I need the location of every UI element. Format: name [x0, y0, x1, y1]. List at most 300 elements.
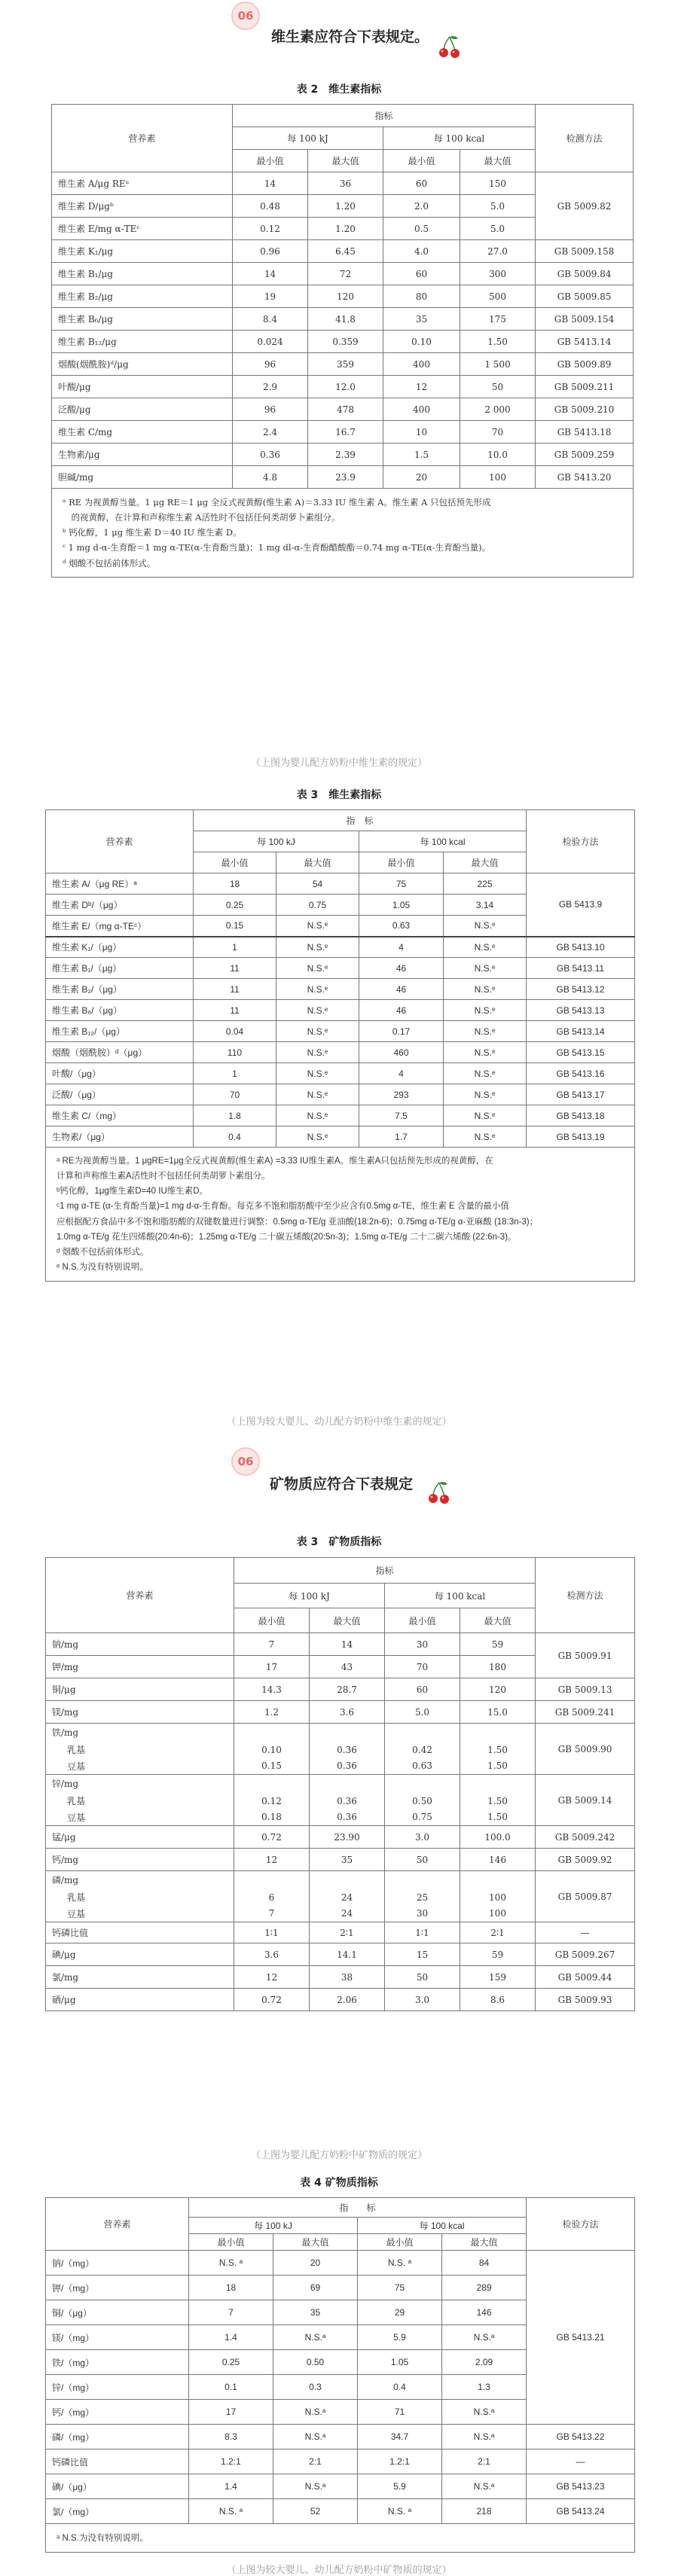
value-cell: 2.9: [233, 376, 308, 398]
table-3-caption: 表 3 维生素指标: [296, 789, 382, 801]
value-cell: 2 000: [460, 398, 536, 421]
header-per-kcal: 每 100 kcal: [359, 831, 527, 852]
table-row: [46, 1701, 635, 1724]
method-cell: GB 5413.10: [527, 937, 635, 958]
table-row: [46, 1063, 635, 1084]
value-cell: 14: [233, 263, 308, 285]
value-cell: 1: [194, 1063, 276, 1084]
table-row: [46, 1000, 635, 1021]
value-cell: 12: [234, 1966, 310, 1989]
table-source-caption: （上图为较大婴儿、幼儿配方奶粉中维生素的规定）: [226, 1416, 452, 1428]
value-cell: 2.06: [310, 1989, 385, 2011]
table-row: [52, 172, 634, 195]
value-cell: 150: [460, 172, 536, 195]
header-index: 指 标: [189, 2198, 527, 2218]
value-cell: N.S.ᵉ: [276, 1042, 359, 1063]
value-cell: 11: [194, 979, 276, 1000]
value-cell: 2:1: [442, 2449, 527, 2474]
nutrient-name: 磷/（mg）: [46, 2425, 189, 2449]
value-cell: 0.63: [385, 1758, 460, 1775]
empty-cell: [234, 1775, 310, 1793]
value-cell: 4.8: [233, 466, 308, 489]
nutrient-name: 维生素 K₁/μg: [52, 240, 233, 263]
value-cell: 1: [194, 937, 276, 958]
header-max: 最大值: [460, 150, 536, 172]
value-cell: N.S.ᵉ: [276, 979, 359, 1000]
table-row: [52, 466, 634, 489]
empty-cell: [310, 1871, 385, 1889]
value-cell: 1.05: [359, 895, 444, 916]
vitamin-table-2: [51, 104, 634, 578]
value-cell: 5.0: [460, 218, 536, 240]
table-notes: [46, 1148, 635, 1282]
nutrient-name: 维生素 B₁₂/μg: [52, 331, 233, 353]
value-cell: N.S.ᵉ: [276, 1084, 359, 1105]
value-cell: 69: [273, 2276, 358, 2300]
nutrient-name: 碘/μg: [46, 1943, 234, 1966]
table-row: [46, 1084, 635, 1105]
mineral-table-3: [45, 1557, 635, 2011]
method-cell: GB 5413.11: [527, 958, 635, 979]
method-cell: GB 5009.87: [536, 1871, 635, 1922]
value-cell: N.S.ᵃ: [273, 2425, 358, 2449]
header-method: 检测方法: [536, 105, 634, 172]
nutrient-name: 维生素 B₆/（μg）: [46, 1000, 194, 1021]
value-cell: 5.9: [358, 2474, 442, 2499]
value-cell: 2∶1: [460, 1922, 536, 1943]
value-cell: N.S.ᵉ: [276, 1063, 359, 1084]
footnote: 的视黄醇，在计算和声称维生素 A活性时不包括任何类胡萝卜素组分。: [63, 512, 341, 523]
nutrient-name: 维生素 C/mg: [52, 421, 233, 444]
value-cell: 5.0: [460, 195, 536, 218]
value-cell: 100.0: [460, 1826, 536, 1849]
value-cell: 300: [460, 263, 536, 285]
table-2-caption: 表 2 维生素指标: [296, 84, 382, 96]
header-max: 最大值: [273, 2234, 358, 2251]
nutrient-name: 镁/（mg）: [46, 2325, 189, 2350]
table-notes: [52, 489, 634, 578]
header-max: 最大值: [460, 1608, 536, 1633]
value-cell: 0.36: [310, 1742, 385, 1758]
table-row: [52, 263, 634, 285]
value-cell: N.S.ᵉ: [444, 1000, 527, 1021]
table-row: [46, 1826, 635, 1849]
header-per-kj: 每 100 kJ: [233, 127, 383, 150]
value-cell: 1.5: [383, 444, 460, 466]
value-cell: N.S. ᵃ: [189, 2499, 273, 2524]
value-cell: 30: [385, 1633, 460, 1656]
method-cell: GB 5413.19: [527, 1126, 635, 1148]
value-cell: 10.0: [460, 444, 536, 466]
value-cell: 0.10: [383, 331, 460, 353]
value-cell: 59: [460, 1633, 536, 1656]
table-row: [46, 2251, 635, 2276]
table-notes: ᵃ N.S.为没有特别说明。: [46, 2524, 635, 2553]
value-cell: 3.14: [444, 895, 527, 916]
value-cell: N.S.ᵃ: [273, 2400, 358, 2425]
value-cell: N.S.ᵃ: [442, 2325, 527, 2350]
value-cell: 0.5: [383, 218, 460, 240]
value-cell: 59: [460, 1943, 536, 1966]
section-title: 矿物质应符合下表规定: [270, 1476, 414, 1492]
value-cell: 6.45: [308, 240, 383, 263]
value-cell: 0.36: [310, 1809, 385, 1826]
table-row: [52, 421, 634, 444]
value-cell: 23.90: [310, 1826, 385, 1849]
value-cell: N.S.ᵉ: [444, 1042, 527, 1063]
nutrient-name: 镁/mg: [46, 1701, 234, 1724]
footnote: ᵇ 钙化醇，1 μg 维生素 D＝40 IU 维生素 D。: [63, 527, 242, 538]
value-cell: 50: [460, 376, 536, 398]
nutrient-name: 维生素 B₂/（μg）: [46, 979, 194, 1000]
value-cell: 36: [308, 172, 383, 195]
value-cell: 2.39: [308, 444, 383, 466]
method-cell: GB 5413.9: [527, 873, 635, 937]
header-per-kcal: 每 100 kcal: [385, 1584, 536, 1608]
nutrient-name: 钙/mg: [46, 1849, 234, 1871]
value-cell: 14.3: [234, 1678, 310, 1701]
value-cell: N.S.ᵉ: [444, 1021, 527, 1042]
value-cell: 70: [385, 1656, 460, 1678]
value-cell: 2:1: [273, 2449, 358, 2474]
value-cell: 3.6: [234, 1943, 310, 1966]
vitamin-table-3: [45, 809, 635, 1282]
nutrient-name: 烟酸(烟酰胺)ᵈ/μg: [52, 353, 233, 376]
nutrient-name: 泛酸/μg: [52, 398, 233, 421]
value-cell: 289: [442, 2276, 527, 2300]
table-source-caption: （上图为婴儿配方奶粉中矿物质的规定）: [250, 2150, 427, 2161]
nutrient-name: 氯/（mg）: [46, 2499, 189, 2524]
footnote: ᵃ RE为视黄醇当量。1 μgRE=1μg全反式视黄醇(维生素A) =3.33 IU维生素A。维生素A只包括预先形成的视黄醇，在: [56, 1157, 493, 1166]
method-cell: GB 5413.16: [527, 1063, 635, 1084]
value-cell: 60: [383, 172, 460, 195]
value-cell: 0.4: [194, 1126, 276, 1148]
value-cell: 8.4: [233, 308, 308, 331]
value-cell: 1.7: [359, 1126, 444, 1148]
header-per-kcal: 每 100 kcal: [358, 2218, 527, 2234]
method-cell: GB 5009.242: [536, 1826, 635, 1849]
header-method: 检验方法: [527, 810, 635, 873]
value-cell: 12: [383, 376, 460, 398]
value-cell: N.S.ᵉ: [444, 937, 527, 958]
method-cell: GB 5009.259: [536, 444, 634, 466]
value-cell: 7: [189, 2300, 273, 2325]
value-cell: 0.42: [385, 1742, 460, 1758]
value-cell: N.S.ᵉ: [444, 1063, 527, 1084]
table-row: [46, 1021, 635, 1042]
value-cell: 1.20: [308, 195, 383, 218]
value-cell: 1.50: [460, 1793, 536, 1809]
header-nutrient: 营养素: [46, 2198, 189, 2251]
value-cell: 478: [308, 398, 383, 421]
nutrient-name: 烟酸（烟酰胺）ᵈ（μg）: [46, 1042, 194, 1063]
value-cell: 460: [359, 1042, 444, 1063]
nutrient-name: 维生素 K₁/（μg）: [46, 937, 194, 958]
value-cell: 96: [233, 398, 308, 421]
empty-cell: [234, 1871, 310, 1889]
value-cell: 41.8: [308, 308, 383, 331]
method-cell: —: [536, 1922, 635, 1943]
table-row: [46, 1042, 635, 1063]
value-cell: 0.72: [234, 1826, 310, 1849]
nutrient-subtype: 乳基: [46, 1742, 234, 1758]
nutrient-name: 硒/μg: [46, 1989, 234, 2011]
header-max: 最大值: [308, 150, 383, 172]
value-cell: 180: [460, 1656, 536, 1678]
nutrient-name: 胆碱/mg: [52, 466, 233, 489]
value-cell: 70: [460, 421, 536, 444]
value-cell: 20: [383, 466, 460, 489]
value-cell: N.S.ᵉ: [276, 916, 359, 937]
nutrient-subtype: 乳基: [46, 1793, 234, 1809]
value-cell: 0.359: [308, 331, 383, 353]
header-min: 最小值: [383, 150, 460, 172]
value-cell: 60: [385, 1678, 460, 1701]
footnote: ᵇ钙化醇，1μg维生素D=40 IU维生素D。: [56, 1187, 209, 1197]
nutrient-name: 钙/（mg）: [46, 2400, 189, 2425]
value-cell: N.S.ᵃ: [273, 2474, 358, 2499]
table-row: [46, 2425, 635, 2449]
method-cell: GB 5413.15: [527, 1042, 635, 1063]
method-cell: GB 5413.17: [527, 1084, 635, 1105]
method-cell: GB 5413.21: [527, 2251, 635, 2425]
value-cell: 1.2:1: [358, 2449, 442, 2474]
value-cell: 0.15: [234, 1758, 310, 1775]
value-cell: 71: [358, 2400, 442, 2425]
nutrient-name: 维生素 B₆/μg: [52, 308, 233, 331]
value-cell: 0.50: [385, 1793, 460, 1809]
value-cell: 80: [383, 285, 460, 308]
method-cell: GB 5009.84: [536, 263, 634, 285]
table-row: [52, 308, 634, 331]
table-row: [46, 1943, 635, 1966]
value-cell: 3.0: [385, 1826, 460, 1849]
nutrient-name: 钠/（mg）: [46, 2251, 189, 2276]
nutrient-name: 生物素/（μg）: [46, 1126, 194, 1148]
header-min: 最小值: [234, 1608, 310, 1633]
value-cell: 12.0: [308, 376, 383, 398]
value-cell: 175: [460, 308, 536, 331]
value-cell: 0.36: [233, 444, 308, 466]
empty-cell: [385, 1775, 460, 1793]
value-cell: 8.3: [189, 2425, 273, 2449]
value-cell: 0.96: [233, 240, 308, 263]
value-cell: 400: [383, 353, 460, 376]
value-cell: 2.0: [383, 195, 460, 218]
value-cell: N.S.ᵃ: [442, 2474, 527, 2499]
method-cell: GB 5009.14: [536, 1775, 635, 1826]
value-cell: 1∶1: [385, 1922, 460, 1943]
value-cell: 225: [444, 873, 527, 895]
header-index: 指 标: [194, 810, 527, 831]
value-cell: N.S.ᵉ: [276, 937, 359, 958]
value-cell: 100: [460, 466, 536, 489]
value-cell: 1 500: [460, 353, 536, 376]
header-method: 检测方法: [536, 1558, 635, 1633]
value-cell: 0.25: [189, 2350, 273, 2375]
nutrient-subtype: 豆基: [46, 1906, 234, 1922]
nutrient-subtype: 豆基: [46, 1809, 234, 1826]
nutrient-name: 钾/（mg）: [46, 2276, 189, 2300]
table-row: [46, 937, 635, 958]
value-cell: 2.09: [442, 2350, 527, 2375]
table-row: [46, 873, 635, 895]
value-cell: 28.7: [310, 1678, 385, 1701]
method-cell: GB 5413.18: [527, 1105, 635, 1126]
value-cell: 12: [234, 1849, 310, 1871]
value-cell: N.S.ᵉ: [444, 1105, 527, 1126]
value-cell: 24: [310, 1889, 385, 1906]
value-cell: 0.1: [189, 2375, 273, 2400]
value-cell: 46: [359, 979, 444, 1000]
value-cell: 35: [273, 2300, 358, 2325]
value-cell: 500: [460, 285, 536, 308]
nutrient-name: 锌/（mg）: [46, 2375, 189, 2400]
value-cell: 146: [460, 1849, 536, 1871]
value-cell: N.S.ᵉ: [444, 958, 527, 979]
table-row: [46, 1126, 635, 1148]
value-cell: 19: [233, 285, 308, 308]
value-cell: 0.024: [233, 331, 308, 353]
value-cell: 0.75: [385, 1809, 460, 1826]
value-cell: 100: [460, 1906, 536, 1922]
nutrient-name: 维生素 B₁/μg: [52, 263, 233, 285]
value-cell: 1.3: [442, 2375, 527, 2400]
value-cell: 1.05: [358, 2350, 442, 2375]
value-cell: N.S.ᵉ: [276, 1126, 359, 1148]
value-cell: N.S.ᵉ: [444, 1126, 527, 1148]
table-row: [52, 444, 634, 466]
header-per-kcal: 每 100 kcal: [383, 127, 536, 150]
value-cell: 1.4: [189, 2325, 273, 2350]
table-row: [46, 2499, 635, 2524]
cherry-icon: [426, 1480, 452, 1506]
value-cell: 16.7: [308, 421, 383, 444]
value-cell: 1.2:1: [189, 2449, 273, 2474]
value-cell: 15: [385, 1943, 460, 1966]
table-row: [46, 979, 635, 1000]
table-source-caption: （上图为较大婴儿、幼儿配方奶粉中矿物质的规定）: [226, 2565, 452, 2576]
table-row: [46, 958, 635, 979]
method-cell: GB 5009.85: [536, 285, 634, 308]
value-cell: 5.0: [385, 1701, 460, 1724]
method-cell: GB 5413.22: [527, 2425, 635, 2449]
value-cell: 120: [308, 285, 383, 308]
method-cell: GB 5009.82: [536, 172, 634, 240]
value-cell: 52: [273, 2499, 358, 2524]
method-cell: GB 5413.23: [527, 2474, 635, 2499]
empty-cell: [385, 1724, 460, 1742]
table-row: [46, 1724, 635, 1742]
header-nutrient: 营养素: [52, 105, 233, 172]
value-cell: N.S.ᵉ: [276, 958, 359, 979]
value-cell: N.S. ᵃ: [189, 2251, 273, 2276]
value-cell: 75: [359, 873, 444, 895]
value-cell: 11: [194, 958, 276, 979]
value-cell: 15.0: [460, 1701, 536, 1724]
empty-cell: [460, 1724, 536, 1742]
nutrient-name: 磷/mg: [46, 1871, 234, 1889]
value-cell: N.S.ᵉ: [444, 916, 527, 937]
footnote: ᵃ RE 为视黄醇当量。1 μg RE＝1 μg 全反式视黄醇(维生素 A)＝3.33 IU 维生素 A。维生素 A 只包括预先形成: [63, 497, 491, 508]
value-cell: 0.17: [359, 1021, 444, 1042]
value-cell: 218: [442, 2499, 527, 2524]
value-cell: 25: [385, 1889, 460, 1906]
section-title: 维生素应符合下表规定。: [271, 29, 429, 45]
header-index: 指标: [234, 1558, 536, 1584]
table-row: [52, 398, 634, 421]
value-cell: 100: [460, 1889, 536, 1906]
table-row: [46, 1775, 635, 1793]
cherry-icon: [437, 35, 463, 60]
value-cell: N.S.ᵉ: [276, 1021, 359, 1042]
value-cell: 84: [442, 2251, 527, 2276]
value-cell: 400: [383, 398, 460, 421]
empty-cell: [385, 1871, 460, 1889]
value-cell: 1∶1: [234, 1922, 310, 1943]
method-cell: GB 5009.241: [536, 1701, 635, 1724]
table-4-caption: 表 4 矿物质指标: [300, 2177, 378, 2189]
empty-cell: [460, 1871, 536, 1889]
header-nutrient: 营养素: [46, 1558, 234, 1633]
value-cell: 14: [233, 172, 308, 195]
nutrient-name: 钠/mg: [46, 1633, 234, 1656]
value-cell: 5.9: [358, 2325, 442, 2350]
value-cell: 4.0: [383, 240, 460, 263]
empty-cell: [460, 1775, 536, 1793]
value-cell: 50: [385, 1849, 460, 1871]
nutrient-name: 维生素 E/mg α-TEᶜ: [52, 218, 233, 240]
nutrient-subtype: 豆基: [46, 1758, 234, 1775]
value-cell: 96: [233, 353, 308, 376]
value-cell: 0.12: [234, 1793, 310, 1809]
nutrient-name: 泛酸/（μg）: [46, 1084, 194, 1105]
value-cell: 30: [385, 1906, 460, 1922]
value-cell: 1.20: [308, 218, 383, 240]
method-cell: GB 5009.89: [536, 353, 634, 376]
table-3-mineral-caption: 表 3 矿物质指标: [296, 1536, 382, 1548]
header-method: 检验方法: [527, 2198, 635, 2251]
nutrient-name: 铜/μg: [46, 1678, 234, 1701]
method-cell: GB 5413.14: [536, 331, 634, 353]
value-cell: 18: [194, 873, 276, 895]
value-cell: 1.50: [460, 1809, 536, 1826]
value-cell: 4: [359, 937, 444, 958]
value-cell: 75: [358, 2276, 442, 2300]
value-cell: 17: [234, 1656, 310, 1678]
value-cell: 293: [359, 1084, 444, 1105]
value-cell: 11: [194, 1000, 276, 1021]
value-cell: 0.63: [359, 916, 444, 937]
method-cell: GB 5009.13: [536, 1678, 635, 1701]
table-row: [52, 376, 634, 398]
footnote: ᶜ1 mg α-TE (α-生育酚当量)=1 mg d-α-生育酚。每克多不饱和脂肪酸中至少应含有0.5mg α-TE，维生素 E 含量的最小值: [56, 1202, 509, 1212]
value-cell: 359: [308, 353, 383, 376]
value-cell: 1.50: [460, 331, 536, 353]
table-row: [46, 1678, 635, 1701]
method-cell: GB 5009.90: [536, 1724, 635, 1775]
value-cell: 34.7: [358, 2425, 442, 2449]
header-max: 最大值: [444, 852, 527, 873]
section-badge: 06: [231, 2, 260, 30]
table-row: [46, 1989, 635, 2011]
table-row: [46, 2449, 635, 2474]
table-row: [46, 1922, 635, 1943]
value-cell: 1.2: [234, 1701, 310, 1724]
value-cell: 14.1: [310, 1943, 385, 1966]
table-row: [46, 1105, 635, 1126]
method-cell: GB 5009.92: [536, 1849, 635, 1871]
